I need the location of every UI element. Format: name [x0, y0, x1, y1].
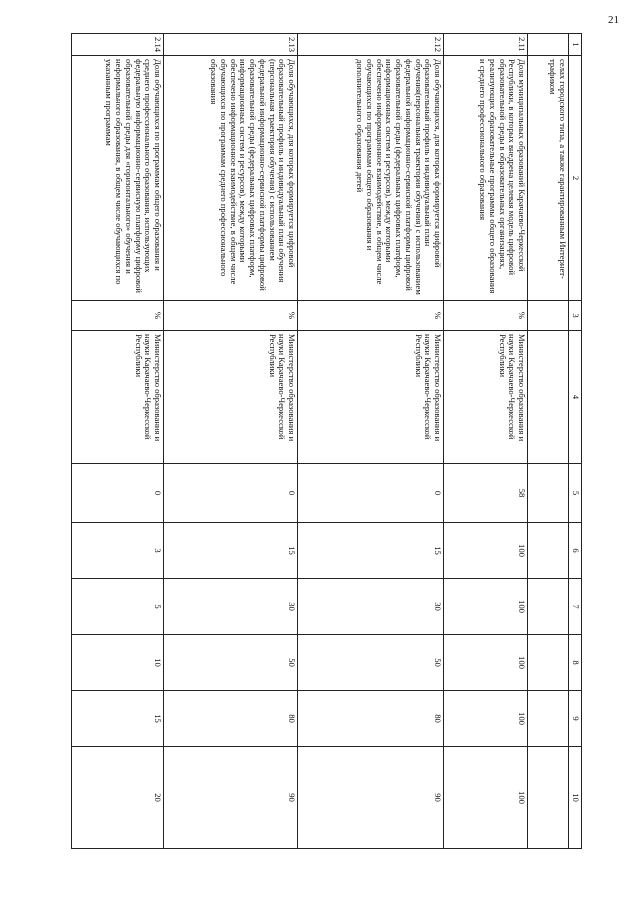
value-cell: 50: [164, 635, 298, 691]
header-cell: 6: [569, 523, 582, 579]
value-cell: 100: [444, 523, 528, 579]
value-cell: 15: [164, 523, 298, 579]
value-cell: 100: [444, 635, 528, 691]
header-cell: 2: [569, 56, 582, 301]
executor-cell: Министерство образования и науки Карачаево-Черкесской Республики: [298, 331, 444, 464]
value-cell: 15: [72, 691, 164, 747]
value-cell: 90: [164, 747, 298, 849]
indicator-text: Доля обучающихся по программам общего образования и среднего профессионального образования, использующих федеральную информационно-сервисную платформу цифровой образовательной среды для «горизонтального» обучения и неформального образования, в общем числе обучающихся по указанным программам: [72, 56, 164, 301]
indicator-text: Доля обучающихся, для которых формируется цифровой образовательный профиль и индивидуальный план обучения(персональная траектория обучения) с использованием федеральной информационно-сервисной платформы цифровой образовательной среды (федеральных цифровых платформ, информационных систем и ресурсов), между которыми обеспечено информационное взаимодействие, в общем числе обучающихся по программам общего образования и дополнительного образования детей: [298, 56, 444, 301]
page-number: 21: [608, 14, 619, 26]
header-cell: 9: [569, 691, 582, 747]
value-cell: 10: [72, 635, 164, 691]
header-cell: 1: [569, 34, 582, 56]
indicators-table: [71, 33, 582, 849]
unit-cell: %: [72, 301, 164, 331]
executor-cell: Министерство образования и науки Карачаево-Черкесской Республики: [72, 331, 164, 464]
unit-cell: %: [298, 301, 444, 331]
table-row: [72, 34, 164, 849]
value-cell: 30: [164, 579, 298, 635]
table-row: [444, 34, 528, 849]
value-cell: 100: [444, 691, 528, 747]
table-row: [164, 34, 298, 849]
executor-cell: Министерство образования и науки Карачаево-Черкесской Республики: [444, 331, 528, 464]
value-cell: 3: [72, 523, 164, 579]
row-number: 2.13: [164, 34, 298, 56]
value-cell: 100: [444, 747, 528, 849]
value-cell: 5: [72, 579, 164, 635]
executor-cell: Министерство образования и науки Карачаево-Черкесской Республики: [164, 331, 298, 464]
header-cell: 5: [569, 464, 582, 523]
header-cell: 10: [569, 747, 582, 849]
rotated-page-content: [92, 33, 582, 848]
value-cell: 58: [444, 464, 528, 523]
header-row: [569, 34, 582, 849]
continuation-row: [528, 34, 569, 849]
value-cell: 0: [298, 464, 444, 523]
value-cell: 30: [298, 579, 444, 635]
value-cell: 100: [444, 579, 528, 635]
value-cell: 80: [164, 691, 298, 747]
indicator-text: Доля муниципальных образований Карачаево-Черкесской Республики, в которых внедрена целевая модель цифровой образовательной среды в образовательных организациях, реализующих образовательные программы общего образования и среднего профессионального образования: [444, 56, 528, 301]
indicator-text: Доля обучающихся, для которых формируется цифровой образовательный профиль и индивидуальный план обучения (персональная траектория обучения) с использованием федеральной информационно-сервисной платформы цифровой образовательной среды (федеральных цифровых платформ, информационных систем и ресурсов), между которыми обеспечено информационное взаимодействие, в общем числе обучающихся по программам среднего профессионального образования: [164, 56, 298, 301]
value-cell: 0: [72, 464, 164, 523]
header-cell: 4: [569, 331, 582, 464]
row-number: 2.12: [298, 34, 444, 56]
value-cell: 80: [298, 691, 444, 747]
header-cell: 7: [569, 579, 582, 635]
value-cell: 20: [72, 747, 164, 849]
value-cell: 50: [298, 635, 444, 691]
value-cell: 15: [298, 523, 444, 579]
value-cell: 0: [164, 464, 298, 523]
row-number: 2.11: [444, 34, 528, 56]
unit-cell: %: [444, 301, 528, 331]
header-cell: 3: [569, 301, 582, 331]
header-cell: 8: [569, 635, 582, 691]
row-number: 2.14: [72, 34, 164, 56]
continuation-text: селах городского типа, а также гарантированным Интернет-трафиком: [528, 56, 569, 301]
table-row: [298, 34, 444, 849]
value-cell: 90: [298, 747, 444, 849]
unit-cell: %: [164, 301, 298, 331]
